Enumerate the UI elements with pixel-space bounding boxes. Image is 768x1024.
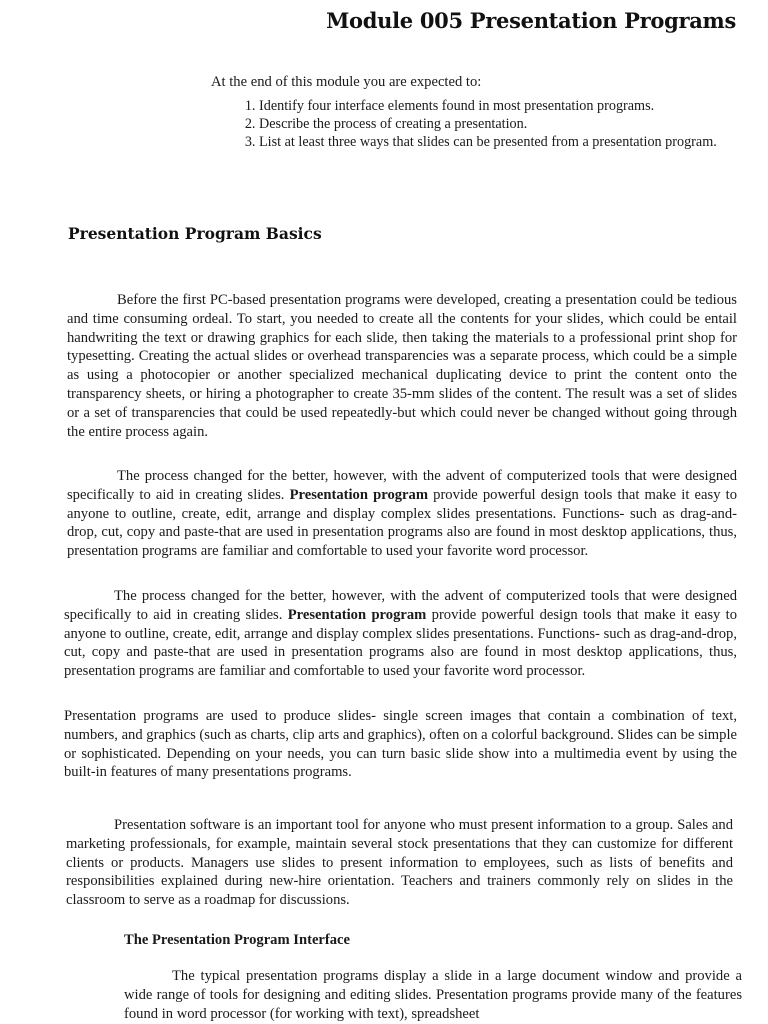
subsection-heading: The Presentation Program Interface bbox=[124, 932, 351, 948]
paragraph-text: The process changed for the better, however, with the advent of computerized tools that were designed specifically to aid in creating slides. bbox=[64, 588, 737, 623]
paragraph-text: provide powerful design tools that make it easy to anyone to outline, create, edit, arrange and display complex slides presentations. Functions- such as drag-and-drop, cut, copy and paste-that are used in presentation programs also are found in most desktop applications, thus, presentation programs are familiar and comfortable to used your favorite word processor. bbox=[64, 606, 737, 680]
paragraph bbox=[67, 467, 737, 561]
paragraph: Presentation software is an important tool for anyone who must present information to a group. Sales and marketing professionals, for example, maintain several stock presentations that they can customize for different clients or products. Managers use slides to present information to employees, such as lists of benefits and responsibilities explained during new-hire orientation. Teachers and trainers commonly rely on slides in the classroom to serve as a roadmap for discussions. bbox=[66, 817, 733, 909]
objective-item: 3. List at least three ways that slides can be presented from a presentation program. bbox=[259, 133, 741, 151]
paragraph-text: provide powerful design tools that make it easy to anyone to outline, create, edit, arrange and display complex slides presentations. Functions- such as drag-and-drop, cut, copy and paste-that are used in presentation programs also are found in most desktop applications, thus, presentation programs are familiar and comfortable to used your favorite word processor. bbox=[67, 486, 737, 560]
section-heading: Presentation Program Basics bbox=[68, 224, 322, 243]
paragraph: The typical presentation programs display a slide in a large document window and provide a wide range of tools for designing and editing slides. Presentation programs provide many of the features found in word processor (for working with text), spreadsheet bbox=[124, 968, 742, 1022]
paragraph: Presentation programs are used to produce slides- single screen images that contain a combination of text, numbers, and graphics (such as charts, clip arts and graphics), often on a colorful background. Slides can be simple or sophisticated. Depending on your needs, you can turn basic slide show into a multimedia event by using the built-in features of many presentations programs. bbox=[64, 708, 737, 781]
paragraph bbox=[64, 587, 737, 681]
paragraph-text: The process changed for the better, however, with the advent of computerized tools that were designed specifically to aid in creating slides. bbox=[67, 468, 737, 503]
learning-objectives bbox=[211, 73, 741, 151]
objectives-list bbox=[211, 97, 741, 151]
paragraph: Before the first PC-based presentation programs were developed, creating a presentation could be tedious and time consuming ordeal. To start, you needed to create all the contents for your slides, which could be entail handwriting the text or drawing graphics for each slide, then taking the materials to a professional print shop for typesetting. Creating the actual slides or overhead transparencies was a separate process, which could be a simple as using a photocopier or another specialized mechanical duplicating device to print the content onto the transparency sheets, or hiring a photographer to create 35-mm slides of the content. The result was a set of slides or a set of transparencies that could be used repeatedly-but which could never be changed without going through the entire process again. bbox=[67, 292, 737, 440]
page-title: Module 005 Presentation Programs bbox=[326, 8, 736, 33]
bold-term: Presentation program bbox=[289, 486, 428, 503]
objective-item: 2. Describe the process of creating a presentation. bbox=[259, 115, 741, 133]
objective-item: 1. Identify four interface elements found in most presentation programs. bbox=[259, 97, 741, 115]
bold-term: Presentation program bbox=[287, 606, 427, 623]
objectives-intro: At the end of this module you are expected to: bbox=[211, 74, 482, 90]
